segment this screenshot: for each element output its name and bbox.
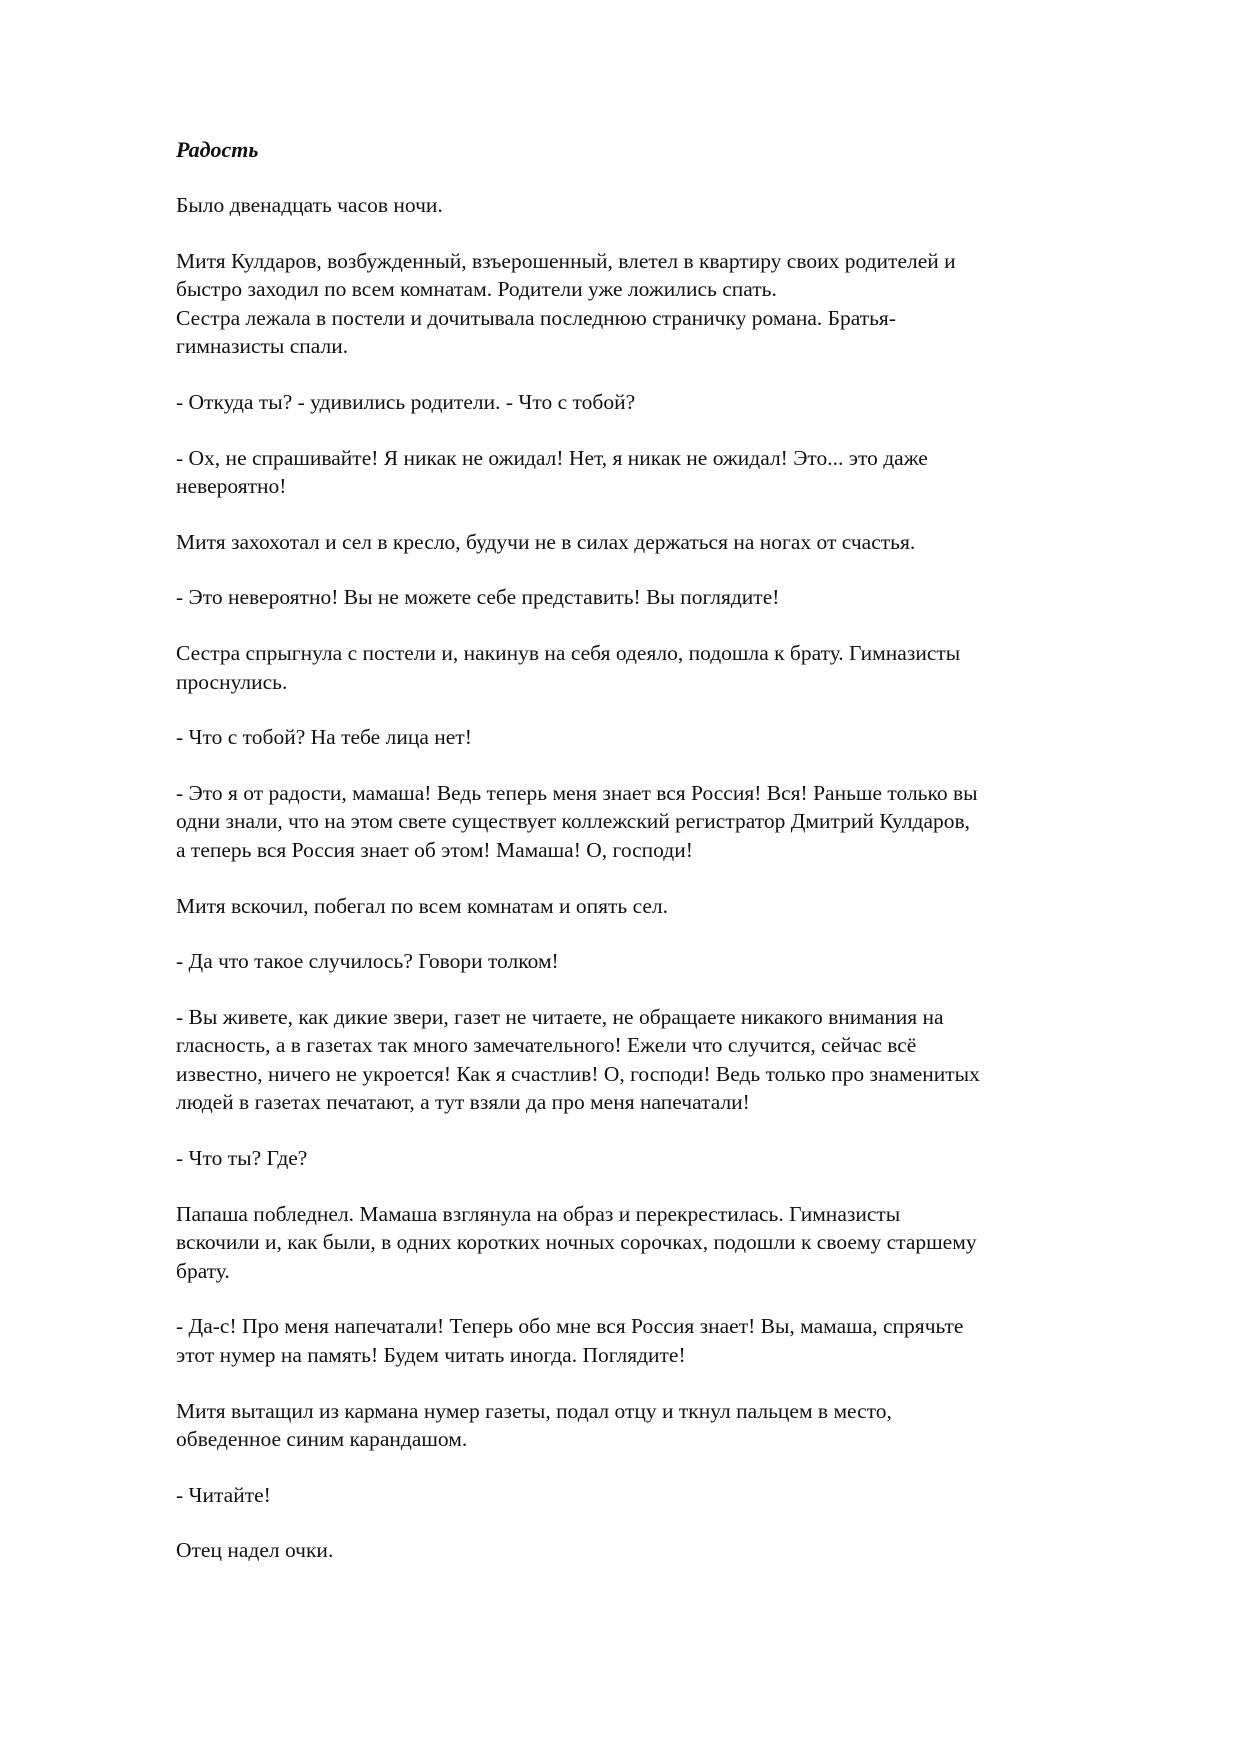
text-line: гимназисты спали. xyxy=(176,334,349,359)
text-line: - Читайте! xyxy=(176,1482,271,1507)
paragraph xyxy=(176,444,1151,501)
text-line: - Ох, не спрашивайте! Я никак не ожидал! Нет, я никак не ожидал! Это... это даже xyxy=(176,445,928,470)
text-line: обведенное синим карандашом. xyxy=(176,1427,468,1452)
paragraph xyxy=(176,1397,1151,1454)
text-line: Было двенадцать часов ночи. xyxy=(176,193,443,217)
text-line: брату. xyxy=(176,1258,230,1283)
text-line: Митя Кулдаров, возбужденный, взъерошенный, влетел в квартиру своих родителей и xyxy=(176,248,956,273)
text-line: Митя захохотал и сел в кресло, будучи не в силах держаться на ногах от счастья. xyxy=(176,529,916,554)
paragraph xyxy=(176,528,1151,557)
paragraph xyxy=(176,1312,1151,1369)
text-line: вскочили и, как были, в одних коротких ночных сорочках, подошли к своему старшему xyxy=(176,1230,977,1255)
text-line: а теперь вся Россия знает об этом! Мамаша! О, господи! xyxy=(176,837,693,862)
text-line: Отец надел очки. xyxy=(176,1538,334,1563)
paragraph xyxy=(176,1144,1151,1173)
text-line: этот нумер на память! Будем читать иногда. Поглядите! xyxy=(176,1343,686,1368)
text-line: Митя вытащил из кармана нумер газеты, подал отцу и ткнул пальцем в место, xyxy=(176,1398,892,1423)
paragraph xyxy=(176,947,1151,976)
text-line: Митя вскочил, побегал по всем комнатам и опять сел. xyxy=(176,893,669,918)
paragraph xyxy=(176,723,1151,752)
story-body xyxy=(176,191,1151,1565)
paragraph xyxy=(176,388,1151,417)
paragraph xyxy=(176,583,1151,612)
text-line: - Откуда ты? - удивились родители. - Что с тобой? xyxy=(176,389,636,414)
paragraph xyxy=(176,247,1151,361)
text-line: - Вы живете, как дикие звери, газет не читаете, не обращаете никакого внимания на xyxy=(176,1004,944,1029)
paragraph xyxy=(176,1481,1151,1510)
text-line: невероятно! xyxy=(176,474,287,499)
text-line: - Да-с! Про меня напечатали! Теперь обо мне вся Россия знает! Вы, мамаша, спрячьте xyxy=(176,1314,964,1339)
text-line: Папаша побледнел. Мамаша взглянула на образ и перекрестилась. Гимназисты xyxy=(176,1201,901,1226)
text-line: известно, ничего не укроется! Как я счастлив! О, господи! Ведь только про знаменитых xyxy=(176,1061,980,1086)
text-column xyxy=(176,136,1151,1592)
text-line: Сестра спрыгнула с постели и, накинув на себя одеяло, подошла к брату. Гимназисты xyxy=(176,640,961,665)
paragraph xyxy=(176,191,1151,220)
text-line: - Что ты? Где? xyxy=(176,1146,308,1171)
paragraph xyxy=(176,892,1151,921)
text-line: - Это невероятно! Вы не можете себе представить! Вы поглядите! xyxy=(176,585,780,610)
text-line: - Это я от радости, мамаша! Ведь теперь меня знает вся Россия! Вся! Раньше только вы xyxy=(176,780,978,805)
page-title: Радость xyxy=(176,137,259,162)
text-line: одни знали, что на этом свете существует коллежский регистратор Дмитрий Кулдаров, xyxy=(176,809,971,834)
text-line: проснулись. xyxy=(176,669,288,694)
paragraph xyxy=(176,1200,1151,1286)
text-line: быстро заходил по всем комнатам. Родители уже ложились спать. xyxy=(176,277,777,302)
paragraph xyxy=(176,639,1151,696)
text-line: гласность, а в газетах так много замечательного! Ежели что случится, сейчас всё xyxy=(176,1033,917,1058)
paragraph xyxy=(176,1003,1151,1117)
paragraph xyxy=(176,1536,1151,1565)
paragraph xyxy=(176,779,1151,865)
text-line: Сестра лежала в постели и дочитывала последнюю страничку романа. Братья- xyxy=(176,305,896,330)
text-line: - Что с тобой? На тебе лица нет! xyxy=(176,725,472,750)
text-line: людей в газетах печатают, а тут взяли да про меня напечатали! xyxy=(176,1090,750,1115)
text-line: - Да что такое случилось? Говори толком! xyxy=(176,949,559,974)
